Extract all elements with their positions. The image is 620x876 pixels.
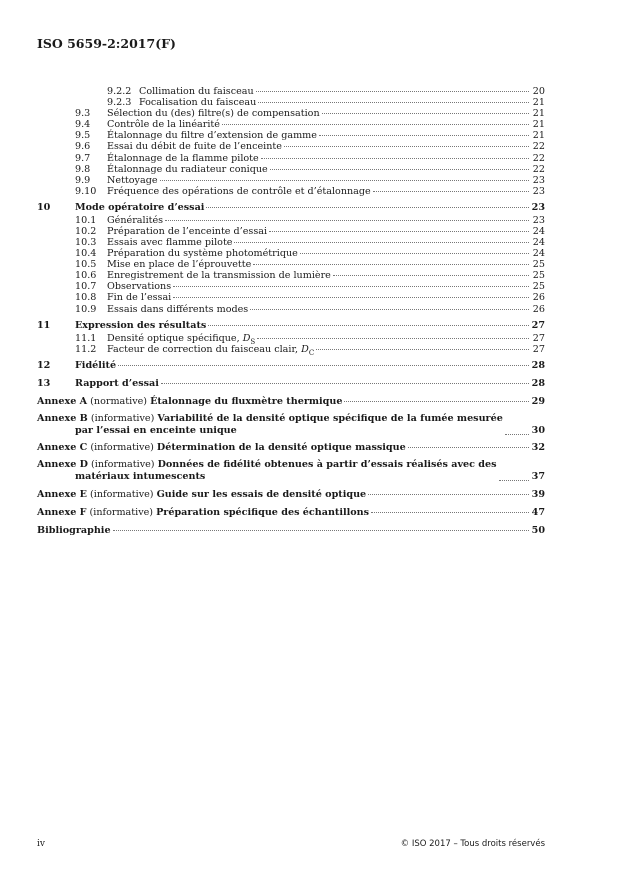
toc-entry-9-8[interactable] — [37, 164, 545, 175]
toc-title: Étalonnage du filtre d’extension de gamme — [107, 130, 317, 142]
annex-title: Données de fidélité obtenues à partir d’essais réalisés avec des — [157, 459, 497, 471]
toc-title — [37, 459, 497, 483]
toc-number: 13 — [37, 378, 51, 390]
toc-entry-9-3[interactable] — [37, 108, 545, 119]
toc-leader — [270, 169, 529, 170]
toc-entry-13[interactable] — [37, 377, 545, 390]
toc-page: 28 — [531, 378, 545, 390]
toc-number: 11 — [37, 320, 51, 332]
toc-entry-9-4[interactable] — [37, 119, 545, 130]
toc-leader — [499, 480, 529, 481]
annex-title-continued: par l’essai en enceinte unique — [75, 424, 237, 436]
toc-number: 12 — [37, 360, 51, 372]
toc-number: 10.4 — [75, 248, 97, 260]
toc-page: 23 — [532, 185, 545, 197]
toc-number: 10.6 — [75, 270, 97, 282]
toc-number: 9.7 — [75, 152, 91, 164]
toc-leader — [371, 512, 529, 513]
toc-leader — [206, 207, 529, 208]
toc-entry-9-5[interactable] — [37, 130, 545, 141]
toc-title: Collimation du faisceau — [139, 86, 254, 97]
toc-page: 26 — [532, 292, 545, 304]
toc-entry-10-7[interactable] — [37, 281, 545, 292]
annex-title: Étalonnage du fluxmètre thermique — [150, 396, 343, 408]
toc-title — [37, 506, 369, 519]
toc-number: 9.2.3 — [107, 97, 132, 109]
symbol-subscript: C — [308, 348, 315, 357]
toc-number: 9.3 — [75, 108, 91, 120]
toc-page: 23 — [532, 174, 545, 186]
toc-entry-10-8[interactable] — [37, 292, 545, 303]
toc-title: Fidélité — [75, 360, 117, 372]
toc-leader — [344, 401, 529, 402]
toc-title: Fin de l’essai — [107, 292, 172, 304]
table-of-contents — [37, 86, 545, 537]
toc-leader — [118, 365, 529, 366]
toc-page: 23 — [532, 214, 545, 226]
toc-number: 11.1 — [75, 332, 97, 344]
toc-entry-10-2[interactable] — [37, 226, 545, 237]
toc-annex-f[interactable] — [37, 506, 545, 519]
toc-page: 39 — [531, 488, 545, 500]
annex-kind: (informative) — [90, 488, 154, 500]
toc-entry-9-2-3[interactable] — [37, 97, 545, 108]
toc-entry-9-2-2[interactable] — [37, 86, 545, 97]
toc-page: 21 — [532, 130, 545, 142]
toc-entry-10-3[interactable] — [37, 237, 545, 248]
toc-leader — [250, 309, 529, 310]
toc-entry-12[interactable] — [37, 359, 545, 372]
symbol-d: D — [301, 343, 309, 355]
toc-annex-c[interactable] — [37, 441, 545, 454]
annex-label: Annexe D — [37, 459, 88, 471]
toc-page: 24 — [532, 248, 545, 260]
toc-title: Étalonnage du radiateur conique — [107, 163, 268, 175]
annex-kind: (informative) — [90, 412, 155, 424]
toc-page: 29 — [531, 396, 545, 408]
toc-page: 20 — [532, 86, 545, 97]
annex-title-continued: matériaux intumescents — [75, 471, 206, 483]
toc-leader — [368, 494, 529, 495]
toc-page: 37 — [531, 471, 545, 483]
toc-page: 24 — [532, 237, 545, 249]
toc-entry-11[interactable] — [37, 319, 545, 332]
toc-leader — [258, 102, 529, 103]
toc-leader — [173, 297, 529, 298]
toc-title-text: Densité optique spécifique, — [107, 332, 243, 344]
toc-number: 10.8 — [75, 292, 97, 304]
toc-entry-9-10[interactable] — [37, 186, 545, 197]
toc-page: 21 — [532, 119, 545, 131]
toc-title: Essais avec flamme pilote — [107, 237, 233, 249]
toc-title — [37, 413, 503, 437]
toc-leader — [161, 383, 529, 384]
toc-entry-10-4[interactable] — [37, 248, 545, 259]
toc-page: 22 — [532, 152, 545, 164]
toc-title: Préparation de l’enceinte d’essai — [107, 225, 268, 237]
toc-entry-10-6[interactable] — [37, 270, 545, 281]
annex-kind: (informative) — [91, 459, 155, 471]
toc-leader — [208, 325, 529, 326]
toc-title — [37, 395, 342, 408]
toc-title: Sélection du (des) filtre(s) de compensation — [107, 108, 320, 120]
toc-page: 50 — [531, 524, 545, 536]
toc-leader — [261, 158, 529, 159]
toc-entry-10[interactable] — [37, 201, 545, 214]
toc-title: Étalonnage de la flamme pilote — [107, 152, 259, 164]
toc-number: 10.3 — [75, 237, 97, 249]
toc-page: 47 — [531, 506, 545, 518]
footer-page-number: iv — [37, 839, 45, 849]
toc-annex-b[interactable] — [37, 413, 545, 437]
toc-number: 9.2.2 — [107, 86, 132, 97]
toc-leader — [256, 91, 529, 92]
toc-page: 22 — [532, 141, 545, 153]
toc-title-text: Facteur de correction du faisceau clair, — [107, 343, 302, 355]
annex-label: Annexe C — [37, 442, 88, 454]
toc-page: 25 — [532, 281, 545, 293]
annex-title: Préparation spécifique des échantillons — [156, 506, 370, 518]
toc-entry-10-5[interactable] — [37, 259, 545, 270]
toc-leader — [253, 264, 529, 265]
toc-title: Contrôle de la linéarité — [107, 119, 220, 131]
toc-leader — [160, 180, 529, 181]
toc-leader — [113, 530, 529, 531]
toc-number: 9.6 — [75, 141, 91, 153]
toc-title: Essais dans différents modes — [107, 303, 249, 315]
toc-leader — [300, 253, 529, 254]
annex-label: Annexe E — [37, 488, 87, 500]
toc-leader — [257, 338, 529, 339]
toc-leader — [316, 349, 529, 350]
toc-page: 21 — [532, 108, 545, 120]
toc-title: Mise en place de l’éprouvette — [107, 259, 252, 271]
toc-entry-10-1[interactable] — [37, 215, 545, 226]
annex-label: Annexe B — [37, 412, 88, 424]
toc-title: Bibliographie — [37, 524, 111, 536]
toc-leader — [222, 124, 529, 125]
toc-page: 27 — [532, 343, 545, 355]
toc-title: Fréquence des opérations de contrôle et d’étalonnage — [107, 185, 371, 197]
toc-number: 9.5 — [75, 130, 91, 142]
toc-annex-e[interactable] — [37, 488, 545, 501]
toc-page: 28 — [531, 360, 545, 372]
toc-entry-9-7[interactable] — [37, 153, 545, 164]
toc-number: 10.7 — [75, 281, 97, 293]
toc-number: 10.5 — [75, 259, 97, 271]
toc-title: Enregistrement de la transmission de lumière — [107, 270, 331, 282]
toc-leader — [333, 275, 529, 276]
toc-page: 27 — [532, 332, 545, 344]
toc-number: 10.2 — [75, 225, 97, 237]
toc-title — [37, 488, 366, 501]
toc-leader — [373, 191, 529, 192]
toc-leader — [173, 286, 529, 287]
annex-kind: (informative) — [90, 442, 154, 454]
toc-title: Observations — [107, 281, 172, 293]
annex-label: Annexe F — [37, 506, 87, 518]
toc-page: 27 — [531, 320, 545, 332]
toc-title — [107, 344, 314, 359]
toc-number: 9.10 — [75, 185, 97, 197]
toc-leader — [319, 135, 529, 136]
toc-entry-11-2[interactable] — [37, 344, 545, 355]
annex-title: Variabilité de la densité optique spécifique de la fumée mesurée — [157, 412, 503, 424]
toc-title: Mode opératoire d’essai — [75, 202, 205, 214]
toc-page: 32 — [531, 442, 545, 454]
toc-number: 10.1 — [75, 214, 97, 226]
toc-leader — [269, 231, 529, 232]
symbol-d: D — [242, 332, 251, 344]
toc-entry-9-6[interactable] — [37, 141, 545, 152]
toc-annex-a[interactable] — [37, 395, 545, 408]
toc-entry-10-9[interactable] — [37, 304, 545, 315]
toc-leader — [284, 146, 529, 147]
toc-page: 21 — [532, 97, 545, 109]
toc-number: 11.2 — [75, 343, 97, 355]
toc-page: 23 — [531, 202, 545, 214]
toc-title: Focalisation du faisceau — [139, 97, 257, 109]
annex-kind: (normative) — [90, 396, 148, 408]
toc-page: 30 — [531, 424, 545, 436]
toc-bibliography[interactable] — [37, 524, 545, 537]
toc-page: 25 — [532, 270, 545, 282]
toc-title: Préparation du système photométrique — [107, 248, 298, 260]
toc-page: 26 — [532, 303, 545, 315]
annex-label: Annexe A — [37, 396, 88, 408]
toc-leader — [165, 220, 529, 221]
annex-title: Détermination de la densité optique massique — [156, 442, 406, 454]
annex-kind: (informative) — [89, 506, 154, 518]
annex-title: Guide sur les essais de densité optique — [156, 488, 367, 500]
toc-number: 10.9 — [75, 303, 97, 315]
toc-title: Essai du débit de fuite de l’enceinte — [107, 141, 282, 153]
document-header: ISO 5659-2:2017(F) — [37, 36, 176, 51]
toc-leader — [234, 242, 529, 243]
toc-page: 25 — [532, 259, 545, 271]
toc-title: Généralités — [107, 214, 164, 226]
toc-number: 9.8 — [75, 163, 91, 175]
toc-entry-9-9[interactable] — [37, 175, 545, 186]
toc-leader — [322, 113, 529, 114]
toc-annex-d[interactable] — [37, 459, 545, 483]
toc-leader — [505, 434, 529, 435]
symbol-subscript: S — [250, 337, 256, 346]
toc-leader — [408, 447, 529, 448]
toc-page: 24 — [532, 225, 545, 237]
toc-title: Nettoyage — [107, 174, 158, 186]
toc-number: 10 — [37, 202, 51, 214]
toc-title: Rapport d’essai — [75, 378, 159, 390]
toc-entry-11-1[interactable] — [37, 333, 545, 344]
toc-page: 22 — [532, 163, 545, 175]
toc-title — [37, 441, 406, 454]
toc-number: 9.4 — [75, 119, 91, 131]
footer-copyright: © ISO 2017 – Tous droits réservés — [400, 839, 545, 849]
toc-title: Expression des résultats — [75, 320, 207, 332]
toc-number: 9.9 — [75, 174, 91, 186]
